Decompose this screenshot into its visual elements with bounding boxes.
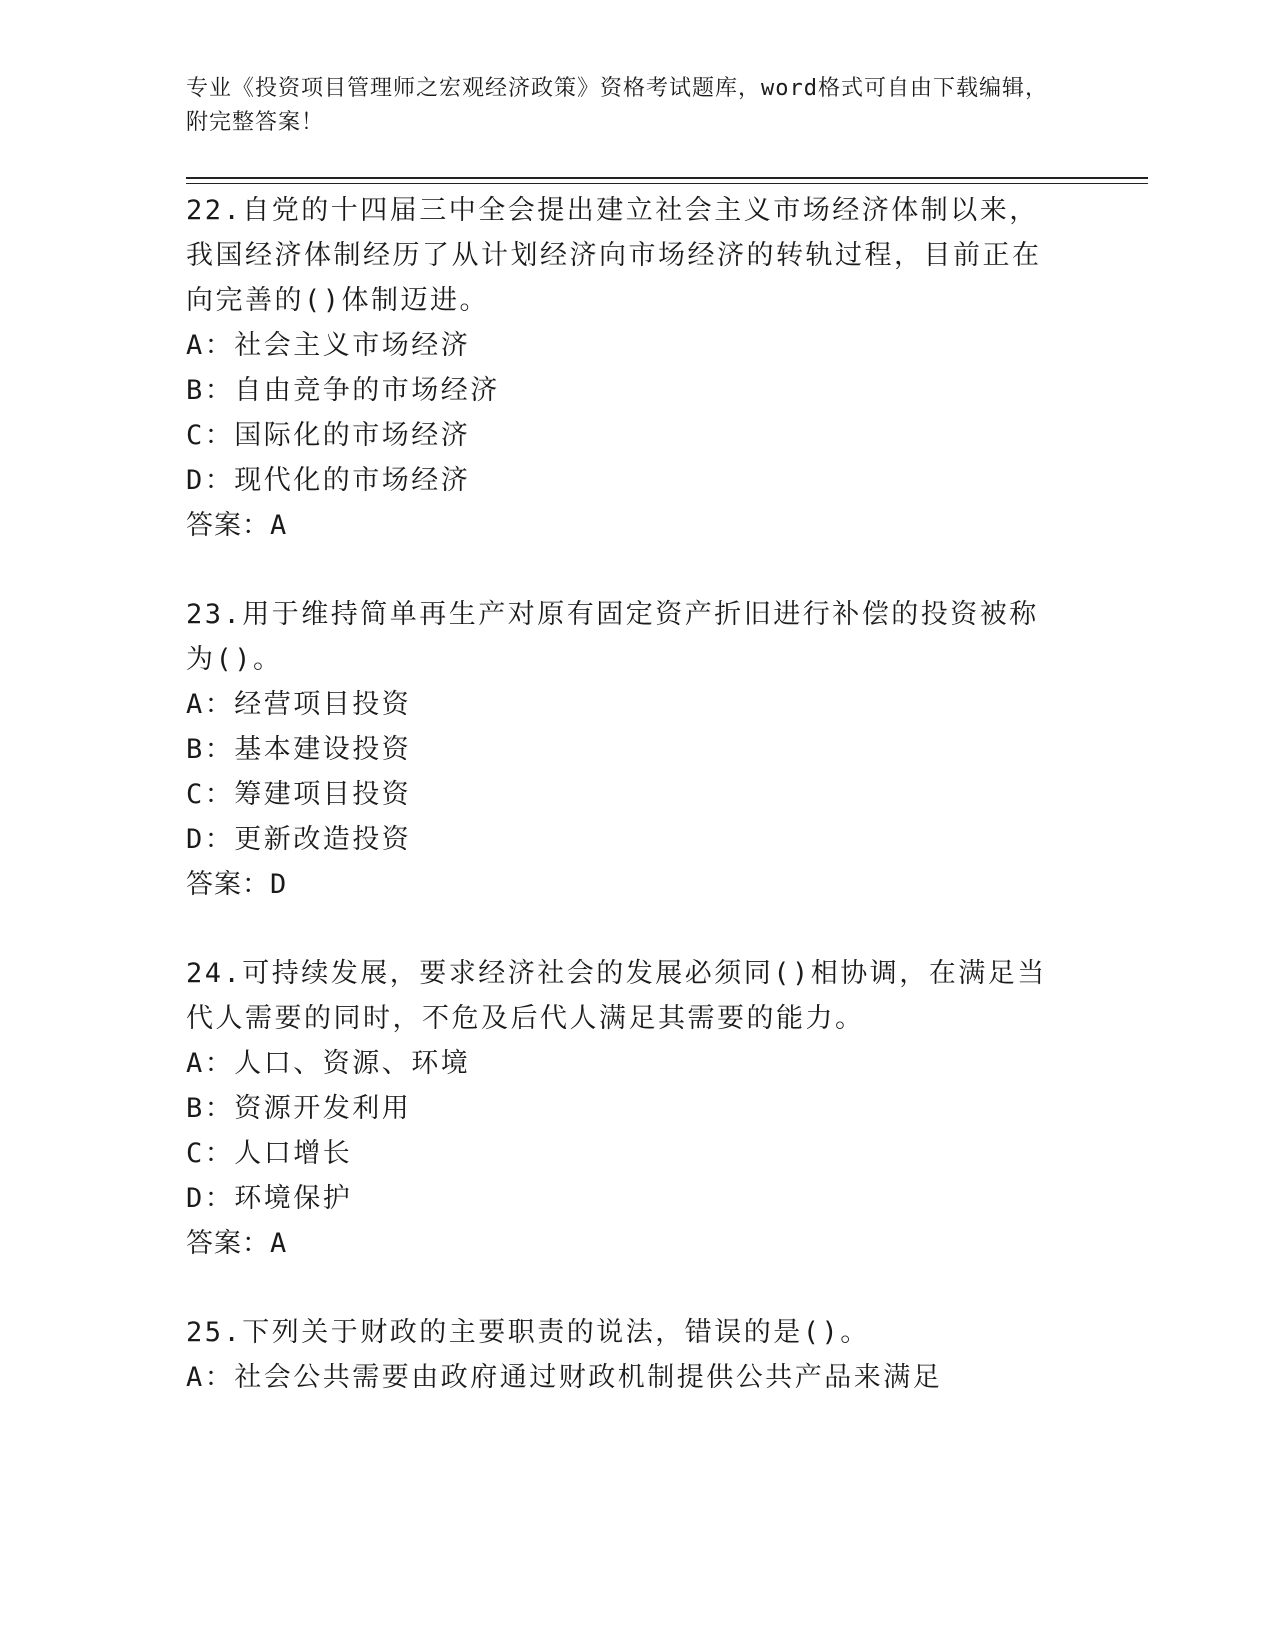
header-rule-thick [186,177,1148,179]
question-24 [186,951,1066,1266]
question-stem: 24.可持续发展，要求经济社会的发展必须同()相协调，在满足当代人需要的同时，不危及后代人满足其需要的能力。 [186,958,1047,1034]
answer-line [186,862,1066,907]
answer-value: D [270,869,287,900]
question-stem: 23.用于维持简单再生产对原有固定资产折旧进行补偿的投资被称为()。 [186,599,1039,675]
header-rule-thin [186,183,1148,184]
option-b: B：资源开发利用 [186,1093,412,1124]
option-b: B：基本建设投资 [186,734,412,765]
answer-label: 答案： [186,869,270,900]
answer-label: 答案： [186,510,270,541]
answer-value: A [270,1228,287,1259]
question-25 [186,1310,1066,1400]
answer-value: A [270,510,287,541]
option-a: A：人口、资源、环境 [186,1048,471,1079]
option-a: A：社会公共需要由政府通过财政机制提供公共产品来满足 [186,1362,943,1393]
option-a: A：社会主义市场经济 [186,330,471,361]
page-header: 专业《投资项目管理师之宏观经济政策》资格考试题库，word格式可自由下载编辑，附完整答案！ [186,76,1048,135]
question-stem: 25.下列关于财政的主要职责的说法，错误的是()。 [186,1317,870,1348]
option-d: D：更新改造投资 [186,824,412,855]
option-c: C：筹建项目投资 [186,779,412,810]
option-c: C：人口增长 [186,1138,353,1169]
question-stem: 22.自党的十四届三中全会提出建立社会主义市场经济体制以来，我国经济体制经历了从计划经济向市场经济的转轨过程，目前正在向完善的()体制迈进。 [186,195,1042,316]
answer-line [186,1221,1066,1266]
option-a: A：经营项目投资 [186,689,412,720]
option-b: B：自由竞争的市场经济 [186,375,500,406]
answer-line [186,503,1066,548]
option-d: D：现代化的市场经济 [186,465,471,496]
question-list [186,188,1066,1400]
option-c: C：国际化的市场经济 [186,420,471,451]
question-23 [186,592,1066,907]
question-22 [186,188,1066,548]
option-d: D：环境保护 [186,1183,353,1214]
answer-label: 答案： [186,1228,270,1259]
